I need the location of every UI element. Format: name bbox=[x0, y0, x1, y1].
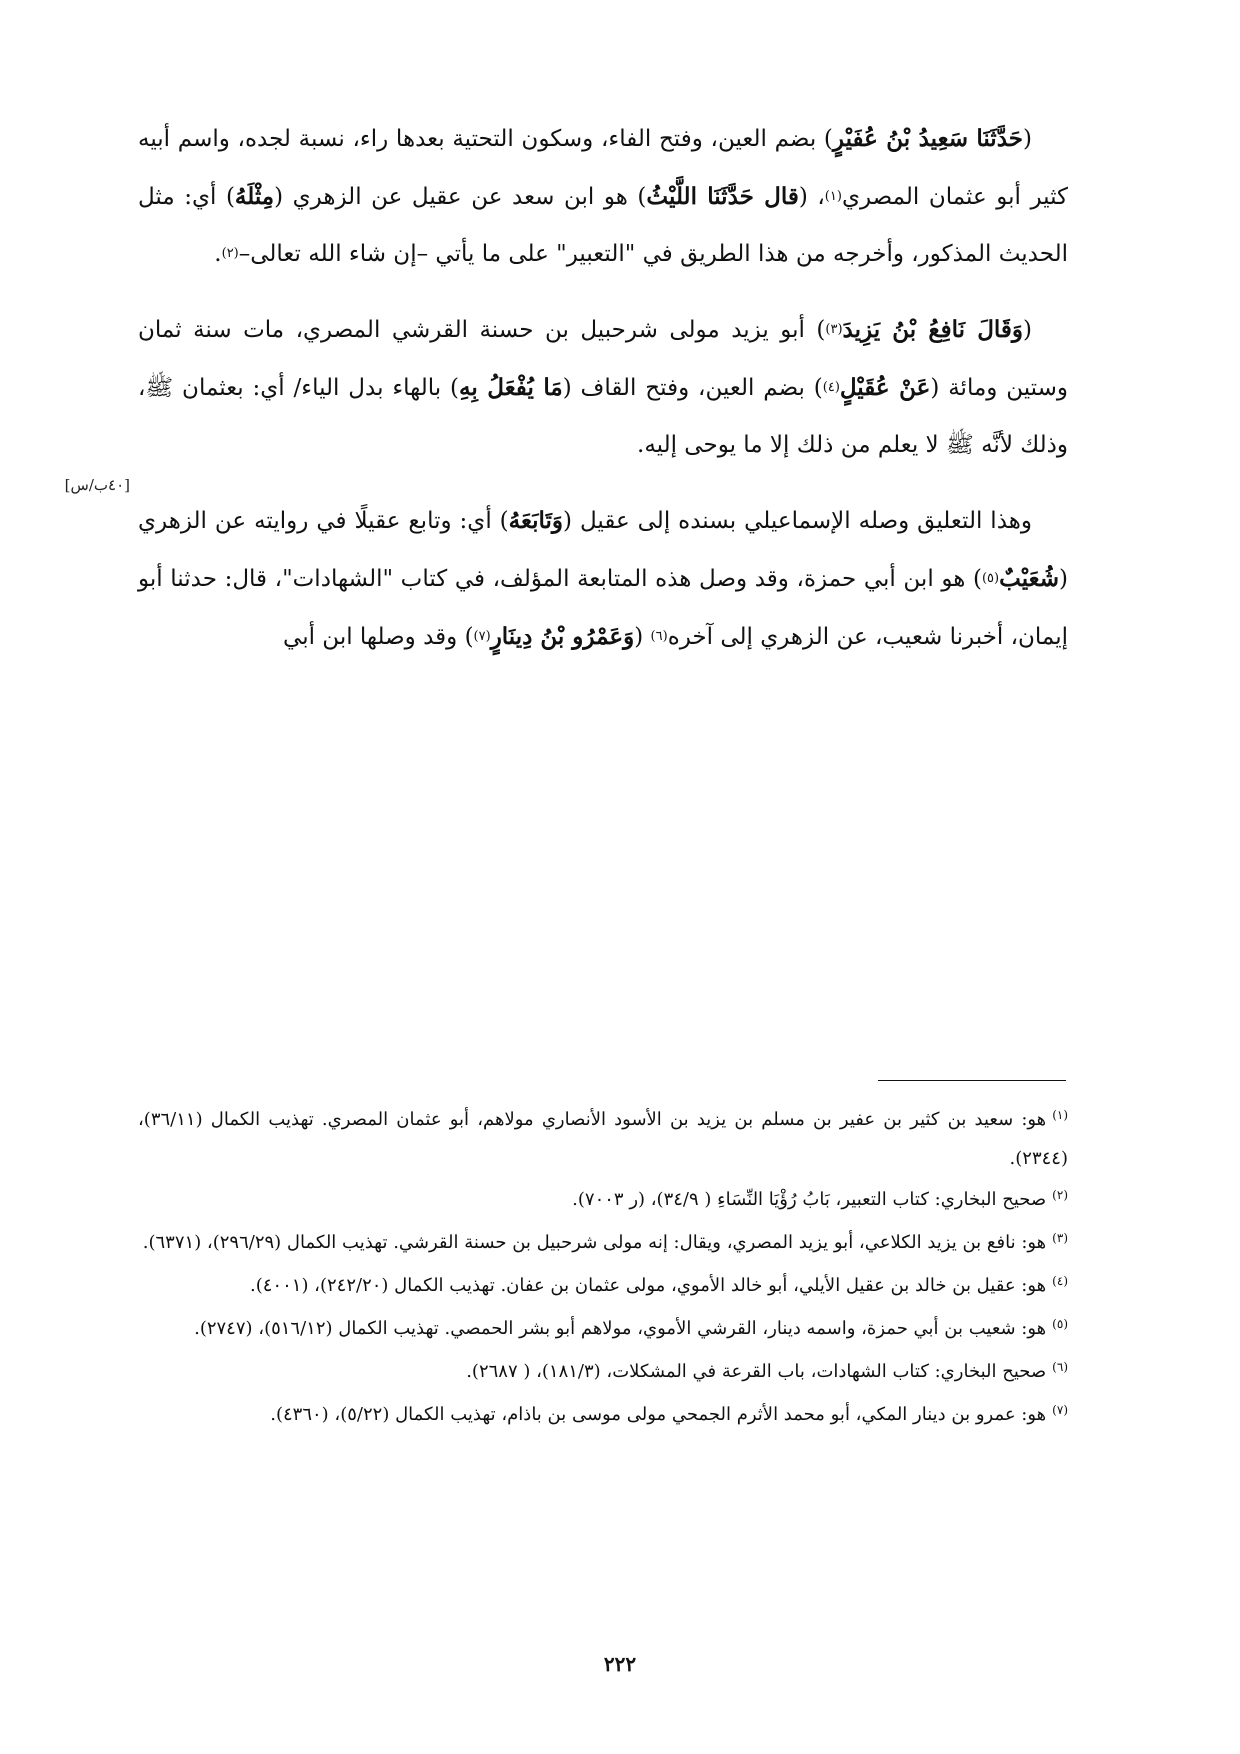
footnote-text: صحيح البخاري: كتاب التعبير، بَابُ رُؤْيَا النِّسَاءِ ( ٣٤/٩)، (ر ٧٠٠٣). bbox=[572, 1189, 1047, 1210]
footnote-2 bbox=[138, 1181, 1068, 1220]
commentary-text: . bbox=[214, 241, 222, 267]
commentary-text: ) بضم العين، وفتح القاف ( bbox=[562, 375, 823, 401]
footnote-text: صحيح البخاري: كتاب الشهادات، باب القرعة في المشكلات، (١٨١/٣)، ( ٢٦٨٧). bbox=[466, 1361, 1047, 1382]
footnote-number: (٦) bbox=[1052, 1360, 1068, 1374]
commentary-text: ) وقد وصلها ابن أبي bbox=[283, 624, 474, 650]
hadith-phrase: عَنْ عُقَيْلٍ bbox=[839, 374, 931, 401]
footnote-text: هو: عمرو بن دينار المكي، أبو محمد الأثرم الجمحي مولى موسى بن باذام، تهذيب الكمال (٥/٢٢)، (٤٣٦٠). bbox=[270, 1404, 1047, 1425]
hadith-phrase: وَعَمْرُو بْنُ دِينَارٍ bbox=[490, 623, 635, 650]
paragraph-1 bbox=[138, 110, 1068, 283]
footnote-5 bbox=[138, 1310, 1068, 1349]
footnote-ref-5[interactable]: (٥) bbox=[981, 571, 1000, 586]
footnote-ref-2[interactable]: (٢) bbox=[221, 246, 239, 261]
footnote-ref-1[interactable]: (١) bbox=[824, 189, 842, 204]
footnote-text: هو: سعيد بن كثير بن عفير بن مسلم بن يزيد بن الأسود الأنصاري مولاهم، أبو عثمان المصري. تهذيب الكمال (٣٦/١١)، (٢٣٤٤). bbox=[138, 1109, 1068, 1169]
footnote-4 bbox=[138, 1267, 1068, 1306]
footnote-1 bbox=[138, 1101, 1068, 1177]
commentary-text: ) أي: وتابع عقيلًا في روايته عن الزهري ( bbox=[138, 508, 1068, 592]
commentary-text: وهذا التعليق وصله الإسماعيلي بسنده إلى عقيل ( bbox=[563, 508, 1033, 534]
footnote-text: هو: عقيل بن خالد بن عقيل الأيلي، أبو خالد الأموي، مولى عثمان بن عفان. تهذيب الكمال (٢٤٢/٢٠)، (٤٠٠١). bbox=[250, 1275, 1047, 1296]
footnote-text: هو: نافع بن يزيد الكلاعي، أبو يزيد المصري، ويقال: إنه مولى شرحبيل بن حسنة القرشي. تهذيب الكمال (٢٩٦/٢٩)، (٦٣٧١). bbox=[142, 1232, 1047, 1253]
manuscript-folio-marker: [٤٠ب/س] bbox=[64, 476, 130, 494]
hadith-phrase: وَقَالَ نَافِعُ بْنُ يَزِيدَ bbox=[842, 316, 1024, 343]
hadith-phrase: حَدَّثَنَا سَعِيدُ بْنُ عُفَيْرٍ bbox=[832, 125, 1023, 152]
main-text bbox=[138, 110, 1068, 684]
footnotes-section bbox=[138, 1101, 1068, 1439]
hadith-phrase: شُعَيْبٌ bbox=[999, 565, 1060, 592]
paragraph-3 bbox=[138, 492, 1068, 666]
footnote-number: (٥) bbox=[1052, 1317, 1068, 1331]
commentary-text: ) هو ابن سعد عن عقيل عن الزهري ( bbox=[274, 184, 647, 210]
commentary-text: ) بضم العين، وفتح الفاء، وسكون التحتية بعدها راء، نسبة لجده، واسم أبيه كثير أبو عثمان المصري bbox=[138, 126, 1069, 210]
commentary-text: ) هو ابن أبي حمزة، وقد وصل هذه المتابعة المؤلف، في كتاب "الشهادات"، قال: حدثنا أبو إيمان، أخبرنا شعيب، عن الزهري إلى آخره bbox=[138, 566, 1068, 650]
paragraph-2 bbox=[138, 301, 1068, 474]
footnote-text: هو: شعيب بن أبي حمزة، واسمه دينار، القرشي الأموي، مولاهم أبو بشر الحمصي. تهذيب الكمال (٥١٦/١٢)، (٢٧٤٧). bbox=[194, 1318, 1047, 1339]
commentary-text: ، ( bbox=[798, 184, 825, 210]
paren-open: ( bbox=[1023, 126, 1032, 152]
commentary-text: ) أبو يزيد مولى شرحبيل بن حسنة القرشي المصري، مات سنة ثمان وستين ومائة ( bbox=[138, 317, 1069, 401]
hadith-phrase: مِثْلَهُ bbox=[234, 183, 275, 210]
footnote-number: (١) bbox=[1052, 1108, 1069, 1122]
commentary-text: ) بالهاء بدل الياء/ أي: بعثمان ﷺ، وذلك لأنَّه ﷺ لا يعلم من ذلك إلا ما يوحى إليه. bbox=[138, 375, 1068, 458]
footnote-number: (٣) bbox=[1052, 1231, 1068, 1245]
footnote-number: (٧) bbox=[1052, 1403, 1068, 1417]
paren-open: ( bbox=[1023, 317, 1033, 343]
footnote-7 bbox=[138, 1396, 1068, 1435]
footnote-number: (٢) bbox=[1052, 1188, 1068, 1202]
footnote-ref-6[interactable]: (٦) bbox=[650, 629, 668, 644]
commentary-text: ( bbox=[634, 624, 651, 650]
footnote-ref-4[interactable]: (٤) bbox=[822, 380, 840, 395]
commentary-text: ) أي: مثل الحديث المذكور، وأخرجه من هذا الطريق في "التعبير" على ما يأتي –إن شاء الله تعالى– bbox=[138, 184, 1068, 267]
footnote-number: (٤) bbox=[1052, 1274, 1068, 1288]
hadith-phrase: مَا يُفْعَلُ بِهِ bbox=[459, 374, 563, 401]
footnote-3 bbox=[138, 1224, 1068, 1263]
hadith-phrase: قال حَدَّثَنَا اللَّيْثُ bbox=[646, 183, 799, 210]
footnote-6 bbox=[138, 1353, 1068, 1392]
hadith-phrase: وَتَابَعَهُ bbox=[508, 507, 564, 534]
page-number: ٢٢٢ bbox=[603, 1652, 637, 1676]
footnote-separator bbox=[878, 1080, 1066, 1081]
footnote-ref-3[interactable]: (٣) bbox=[825, 322, 843, 337]
footnote-ref-7[interactable]: (٧) bbox=[473, 629, 491, 644]
